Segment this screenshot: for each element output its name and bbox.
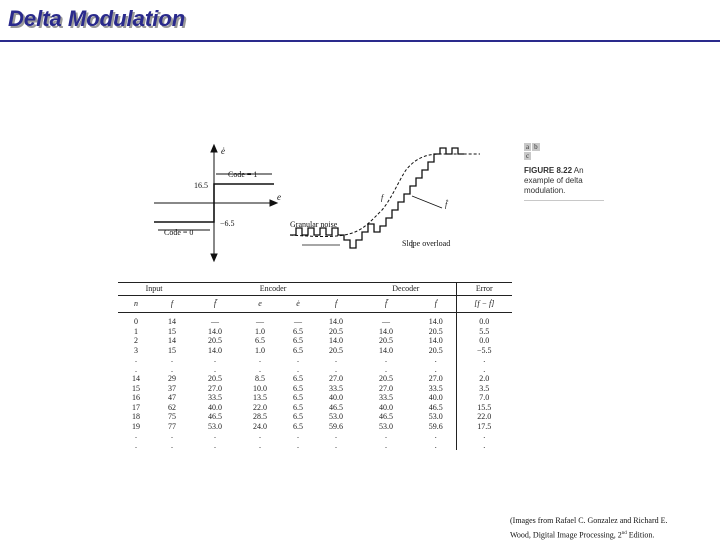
code-1-label: Code = 1 [228, 170, 258, 179]
table-cell: . [385, 355, 388, 364]
caption-divider [524, 200, 604, 201]
table-cell: . [259, 364, 262, 374]
table-cell: . [214, 355, 217, 364]
table-cell: 14 [168, 336, 176, 345]
col-e-dot: ė [296, 299, 300, 309]
table-cell: 22.0 [456, 412, 512, 422]
table-cell: 6.5 [293, 336, 304, 345]
credit-line-2 [510, 527, 720, 542]
table-cell: 6.5 [293, 326, 304, 336]
table-row [118, 412, 512, 422]
table-cell: 20.5 [208, 374, 223, 383]
credit-line-2-b: Edition. [626, 530, 655, 540]
table-row [118, 374, 512, 384]
table-cell: −5.5 [456, 346, 512, 356]
table-cell: 1.0 [255, 326, 266, 336]
table-cell: . [456, 431, 512, 441]
table-cell: 6.5 [293, 345, 304, 355]
table-cell: . [259, 355, 262, 364]
table-cell: 27.0 [329, 374, 344, 383]
table-cell: — [382, 317, 391, 326]
table-cell: . [456, 365, 512, 375]
table-cell: . [297, 355, 300, 364]
table-cell: 14.0 [208, 345, 223, 355]
table-cell: . [434, 431, 437, 440]
table-cell: 59.6 [428, 421, 443, 431]
table-cell: — [211, 317, 220, 326]
table-cell: . [335, 364, 338, 374]
table-cell: 75 [168, 412, 176, 421]
delta-modulation-table [118, 282, 512, 466]
table-cell: 40.0 [329, 393, 344, 402]
code-0-label: Code = 0 [164, 228, 194, 237]
group-input: Input [145, 284, 163, 294]
table-cell: 53.0 [208, 421, 223, 431]
table-cell: 20.5 [329, 326, 344, 336]
table-cell: 14.0 [208, 326, 223, 336]
table-cell: 15.5 [456, 403, 512, 413]
table-cell: 15 [132, 383, 140, 393]
table-cell: 59.6 [329, 421, 344, 431]
group-error: Error [456, 283, 512, 296]
table-cell: . [259, 440, 262, 450]
table-cell: 14.0 [329, 317, 344, 326]
table-cell: 0.0 [456, 336, 512, 346]
table-cell: . [456, 441, 512, 451]
table-row [118, 384, 512, 394]
panel-tag-a: a [526, 143, 530, 151]
fhat-label: f̂ [445, 200, 448, 209]
image-credit [510, 514, 720, 542]
table-cell: 13.5 [253, 393, 268, 402]
table-cell: . [214, 364, 217, 374]
table-cell: . [135, 364, 137, 374]
table-cell: 10.0 [253, 383, 268, 393]
staircase-approximation [290, 148, 464, 248]
table-cell: . [335, 440, 338, 450]
table-cell: 20.5 [428, 345, 443, 355]
title-divider [0, 40, 720, 42]
table-cell: 53.0 [329, 412, 344, 421]
f-label: f [381, 193, 384, 202]
col-f-dot-dec: ḟ [434, 299, 437, 309]
table-cell: . [385, 364, 388, 374]
table-cell: 5.5 [456, 327, 512, 337]
table-cell: 33.5 [208, 393, 223, 402]
table-cell: 7.0 [456, 393, 512, 403]
table-cell: . [171, 440, 173, 450]
caption-label: FIGURE 8.22 [524, 166, 573, 175]
credit-line-2-sup: nd [621, 531, 627, 536]
table-column-header [118, 296, 512, 313]
col-n: n [134, 299, 138, 309]
panel-tag-c: c [526, 152, 530, 160]
table-row [118, 422, 512, 432]
table-cell: 14.0 [428, 317, 443, 326]
delta-modulation-figure [150, 140, 490, 270]
table-cell: 2.0 [456, 374, 512, 384]
table-cell: . [297, 431, 300, 440]
table-cell: . [214, 440, 217, 450]
table-cell: 62 [168, 402, 176, 412]
table-cell: 37 [168, 383, 176, 393]
table-cell: 2 [134, 336, 138, 345]
slide-title: Delta Modulation [8, 6, 186, 31]
table-cell: 3 [134, 345, 138, 355]
table-cell: 28.5 [253, 412, 268, 421]
table-cell: 0.0 [456, 317, 512, 327]
granular-noise-label: Granular noise [290, 220, 338, 229]
table-cell: 27.0 [379, 383, 394, 393]
table-cell: 14.0 [379, 326, 394, 336]
table-cell: 1.0 [255, 345, 266, 355]
col-f-dot-enc: ḟ [334, 299, 338, 309]
negative-level-label: −6.5 [220, 219, 235, 228]
table-row [118, 317, 512, 327]
table-cell: 22.0 [253, 402, 268, 412]
table-row [118, 355, 512, 365]
table-cell: 47 [168, 393, 176, 402]
table-cell: . [297, 364, 300, 374]
table-cell: . [434, 364, 437, 374]
table-cell: . [335, 355, 338, 364]
table-cell: 40.0 [208, 402, 223, 412]
table-cell: 53.0 [428, 412, 443, 421]
table-cell: 17.5 [456, 422, 512, 432]
table-cell: . [135, 440, 137, 450]
table-row [118, 327, 512, 337]
table-cell: 46.5 [428, 402, 443, 412]
table-cell: 40.0 [428, 393, 443, 402]
table-cell: 6.5 [293, 421, 304, 431]
panel-tag-b: b [534, 143, 538, 151]
table-cell: 1 [134, 326, 138, 336]
table-cell: 19 [132, 421, 140, 431]
table-cell: . [335, 431, 338, 440]
figure-caption [524, 142, 604, 201]
table-cell: 27.0 [428, 374, 443, 383]
table-cell: 15 [168, 345, 176, 355]
table-cell: 6.5 [293, 393, 304, 402]
table-cell: 20.5 [329, 345, 344, 355]
table-cell: 20.5 [379, 336, 394, 345]
table-cell: 77 [168, 421, 176, 431]
table-cell: . [297, 440, 300, 450]
table-row [118, 346, 512, 356]
quantizer-input-label: e [277, 192, 281, 202]
table-cell: . [214, 431, 217, 440]
table-group-header [118, 283, 512, 296]
table-cell: . [135, 431, 137, 440]
table-cell: 14.0 [379, 345, 394, 355]
table-row [118, 365, 512, 375]
table-cell: 6.5 [255, 336, 266, 345]
table-cell: 16 [132, 393, 140, 402]
group-decoder: Decoder [392, 284, 420, 294]
panel-tags [524, 142, 604, 160]
table-cell: . [385, 440, 388, 450]
table-cell: 20.5 [428, 326, 443, 336]
quantizer-output-label: ė [221, 146, 225, 156]
table-cell: . [385, 431, 388, 440]
table-cell: 8.5 [255, 374, 266, 383]
table-cell: 6.5 [293, 374, 304, 383]
table-cell: 14 [168, 317, 176, 326]
table-row [118, 336, 512, 346]
table-cell: 3.5 [456, 384, 512, 394]
table-cell: 6.5 [293, 402, 304, 412]
table-row [118, 431, 512, 441]
col-e: e [258, 299, 262, 309]
table-cell: . [171, 355, 173, 364]
table-cell: 14.0 [329, 336, 344, 345]
table-cell: 29 [168, 374, 176, 383]
table-cell: 27.0 [208, 383, 223, 393]
positive-level-label: 16.5 [194, 181, 208, 190]
table-cell: . [135, 355, 137, 364]
table-cell: 53.0 [379, 421, 394, 431]
table-cell: 20.5 [379, 374, 394, 383]
values-table [118, 282, 512, 450]
table-cell: . [259, 431, 262, 440]
table-cell: 46.5 [379, 412, 394, 421]
table-cell: . [434, 355, 437, 364]
caption-text: An example of delta modulation. [524, 166, 584, 195]
table-cell: 20.5 [208, 336, 223, 345]
table-cell: 14.0 [428, 336, 443, 345]
credit-line-1: (Images from Rafael C. Gonzalez and Richard E. [510, 516, 668, 525]
table-row [118, 403, 512, 413]
table-cell: . [171, 364, 173, 374]
table-body [118, 313, 512, 451]
col-f-tilde-enc: f̃ [213, 299, 217, 309]
table-cell: 6.5 [293, 412, 304, 421]
table-row [118, 393, 512, 403]
table-cell: . [456, 355, 512, 365]
table-cell: 15 [168, 326, 176, 336]
group-encoder: Encoder [259, 284, 287, 294]
slope-overload-label: Slope overload [402, 239, 451, 248]
table-cell: 33.5 [329, 383, 344, 393]
quantizer-diagram [154, 145, 277, 261]
table-cell: 46.5 [208, 412, 223, 421]
col-f-tilde-dec: f̃ [384, 299, 388, 309]
table-cell: 17 [132, 402, 140, 412]
table-cell: . [171, 431, 173, 440]
table-cell: 0 [134, 317, 138, 326]
table-cell: 6.5 [293, 383, 304, 393]
signal-diagram [290, 148, 480, 248]
table-cell: 33.5 [428, 383, 443, 393]
table-cell: 40.0 [379, 402, 394, 412]
table-cell: 18 [132, 412, 140, 421]
col-error: [f − ḟ] [456, 296, 512, 313]
table-cell: — [256, 317, 265, 326]
credit-line-2-a: Wood, Digital Image Processing, 2 [510, 530, 622, 540]
table-cell: 46.5 [329, 402, 344, 412]
table-cell: 33.5 [379, 393, 394, 402]
table-cell: . [434, 440, 437, 450]
table-row [118, 441, 512, 451]
table-cell: — [294, 317, 303, 326]
caption-body [524, 166, 604, 196]
table-cell: 24.0 [253, 421, 268, 431]
table-cell: 14 [132, 374, 140, 383]
col-f: f [170, 299, 174, 309]
